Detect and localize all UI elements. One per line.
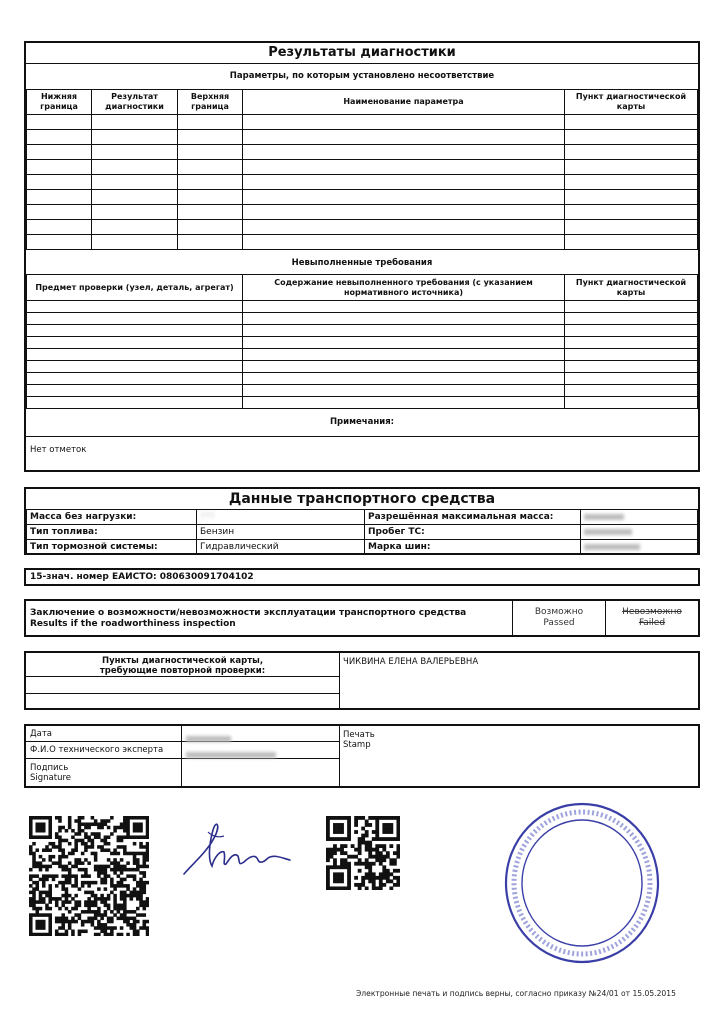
brake-label: Тип тормозной системы: (27, 540, 197, 555)
conclusion-label-en: Results if the roadworthiness inspection (30, 619, 236, 629)
col-result: Результат диагностики (92, 90, 178, 115)
possible-en: Passed (543, 618, 575, 628)
impossible-ru: Невозможно (622, 607, 682, 617)
conclusion-label-ru: Заключение о возможности/невозможности эксплуатации транспортного средства (30, 608, 467, 618)
brake-value: Гидравлический (197, 540, 365, 555)
signature-label-ru: Подпись (30, 763, 69, 773)
mileage-value (581, 525, 698, 540)
table-row (27, 220, 698, 235)
footer-note: Электронные печать и подпись верны, согласно приказу №24/01 от 15.05.2015 (356, 989, 676, 998)
qr-code-small (326, 816, 400, 890)
recheck-label: Пункты диагностической карты, требующие повторной проверки: (26, 653, 339, 677)
results-title: Результаты диагностики (26, 43, 698, 64)
sign-section (24, 724, 700, 788)
possible-cell (512, 601, 605, 635)
mileage-label: Пробег ТС: (365, 525, 581, 540)
date-label: Дата (30, 729, 53, 739)
unmet-table (26, 274, 698, 409)
maxmass-label: Разрешённая максимальная масса: (365, 510, 581, 525)
table-row (27, 373, 698, 385)
conclusion-section (24, 599, 700, 637)
impossible-en: Failed (638, 618, 666, 628)
table-row (27, 313, 698, 325)
col-lower-bound: Нижняя граница (27, 90, 92, 115)
nonconform-title: Параметры, по которым установлено несоответствие (229, 71, 495, 81)
signature-label-en: Signature (30, 773, 72, 783)
table-row (27, 160, 698, 175)
expert-name: ЧИКВИНА ЕЛЕНА ВАЛЕРЬЕВНА (343, 657, 479, 667)
mass-label: Масса без нагрузки: (27, 510, 197, 525)
col-requirement: Содержание невыполненного требования (с указанием нормативного источника) (243, 275, 565, 301)
col-subject: Предмет проверки (узел, деталь, агрегат) (27, 275, 243, 301)
qr-code-large (29, 816, 149, 936)
col-param-name: Наименование параметра (243, 90, 565, 115)
round-stamp (502, 800, 662, 966)
table-row (27, 175, 698, 190)
recheck-section (24, 651, 700, 710)
tires-label: Марка шин: (365, 540, 581, 555)
impossible-cell (605, 601, 698, 635)
stamp-label-en: Stamp (343, 740, 371, 750)
expert-label: Ф.И.О технического эксперта (30, 745, 164, 755)
mass-value: ??? (197, 510, 365, 525)
tires-value (581, 540, 698, 555)
recheck-row (26, 677, 339, 694)
eaisto-number: 15-знач. номер ЕАИСТО: 080630091704102 (30, 572, 254, 582)
conclusion-label (30, 608, 510, 630)
nonconform-table (26, 89, 698, 250)
table-row (27, 235, 698, 250)
eaisto-section (24, 568, 700, 586)
recheck-left (26, 653, 340, 708)
date-row (26, 726, 339, 742)
fuel-value: Бензин (197, 525, 365, 540)
col-card-item: Пункт диагностической карты (565, 90, 698, 115)
notes-title: Примечания: (26, 409, 698, 437)
handwritten-signature (178, 812, 298, 882)
vehicle-table (26, 509, 698, 555)
signature-label (30, 763, 71, 783)
table-row (27, 385, 698, 397)
table-row (27, 145, 698, 160)
col-card-item-2: Пункт диагностической карты (565, 275, 698, 301)
table-row (27, 349, 698, 361)
vehicle-section (24, 487, 700, 555)
date-value (181, 726, 340, 741)
expert-row (26, 742, 339, 759)
vehicle-title: Данные транспортного средства (26, 489, 698, 510)
table-row (27, 115, 698, 130)
expert-value (181, 742, 340, 758)
signature-row (26, 759, 339, 786)
sign-left (26, 726, 340, 786)
table-row (27, 397, 698, 409)
results-section (24, 41, 700, 472)
fuel-label: Тип топлива: (27, 525, 197, 540)
stamp-label-ru: Печать (343, 730, 375, 740)
table-row (27, 361, 698, 373)
unmet-title: Невыполненные требования (291, 258, 433, 268)
table-row (27, 301, 698, 313)
table-row (27, 337, 698, 349)
signature-value (181, 759, 340, 787)
table-row (27, 190, 698, 205)
possible-ru: Возможно (534, 607, 584, 617)
col-upper-bound: Верхняя граница (178, 90, 243, 115)
maxmass-value (581, 510, 698, 525)
table-row (27, 325, 698, 337)
table-row (27, 205, 698, 220)
table-row (27, 130, 698, 145)
notes-text: Нет отметок (30, 445, 87, 455)
stamp-label (343, 730, 375, 750)
